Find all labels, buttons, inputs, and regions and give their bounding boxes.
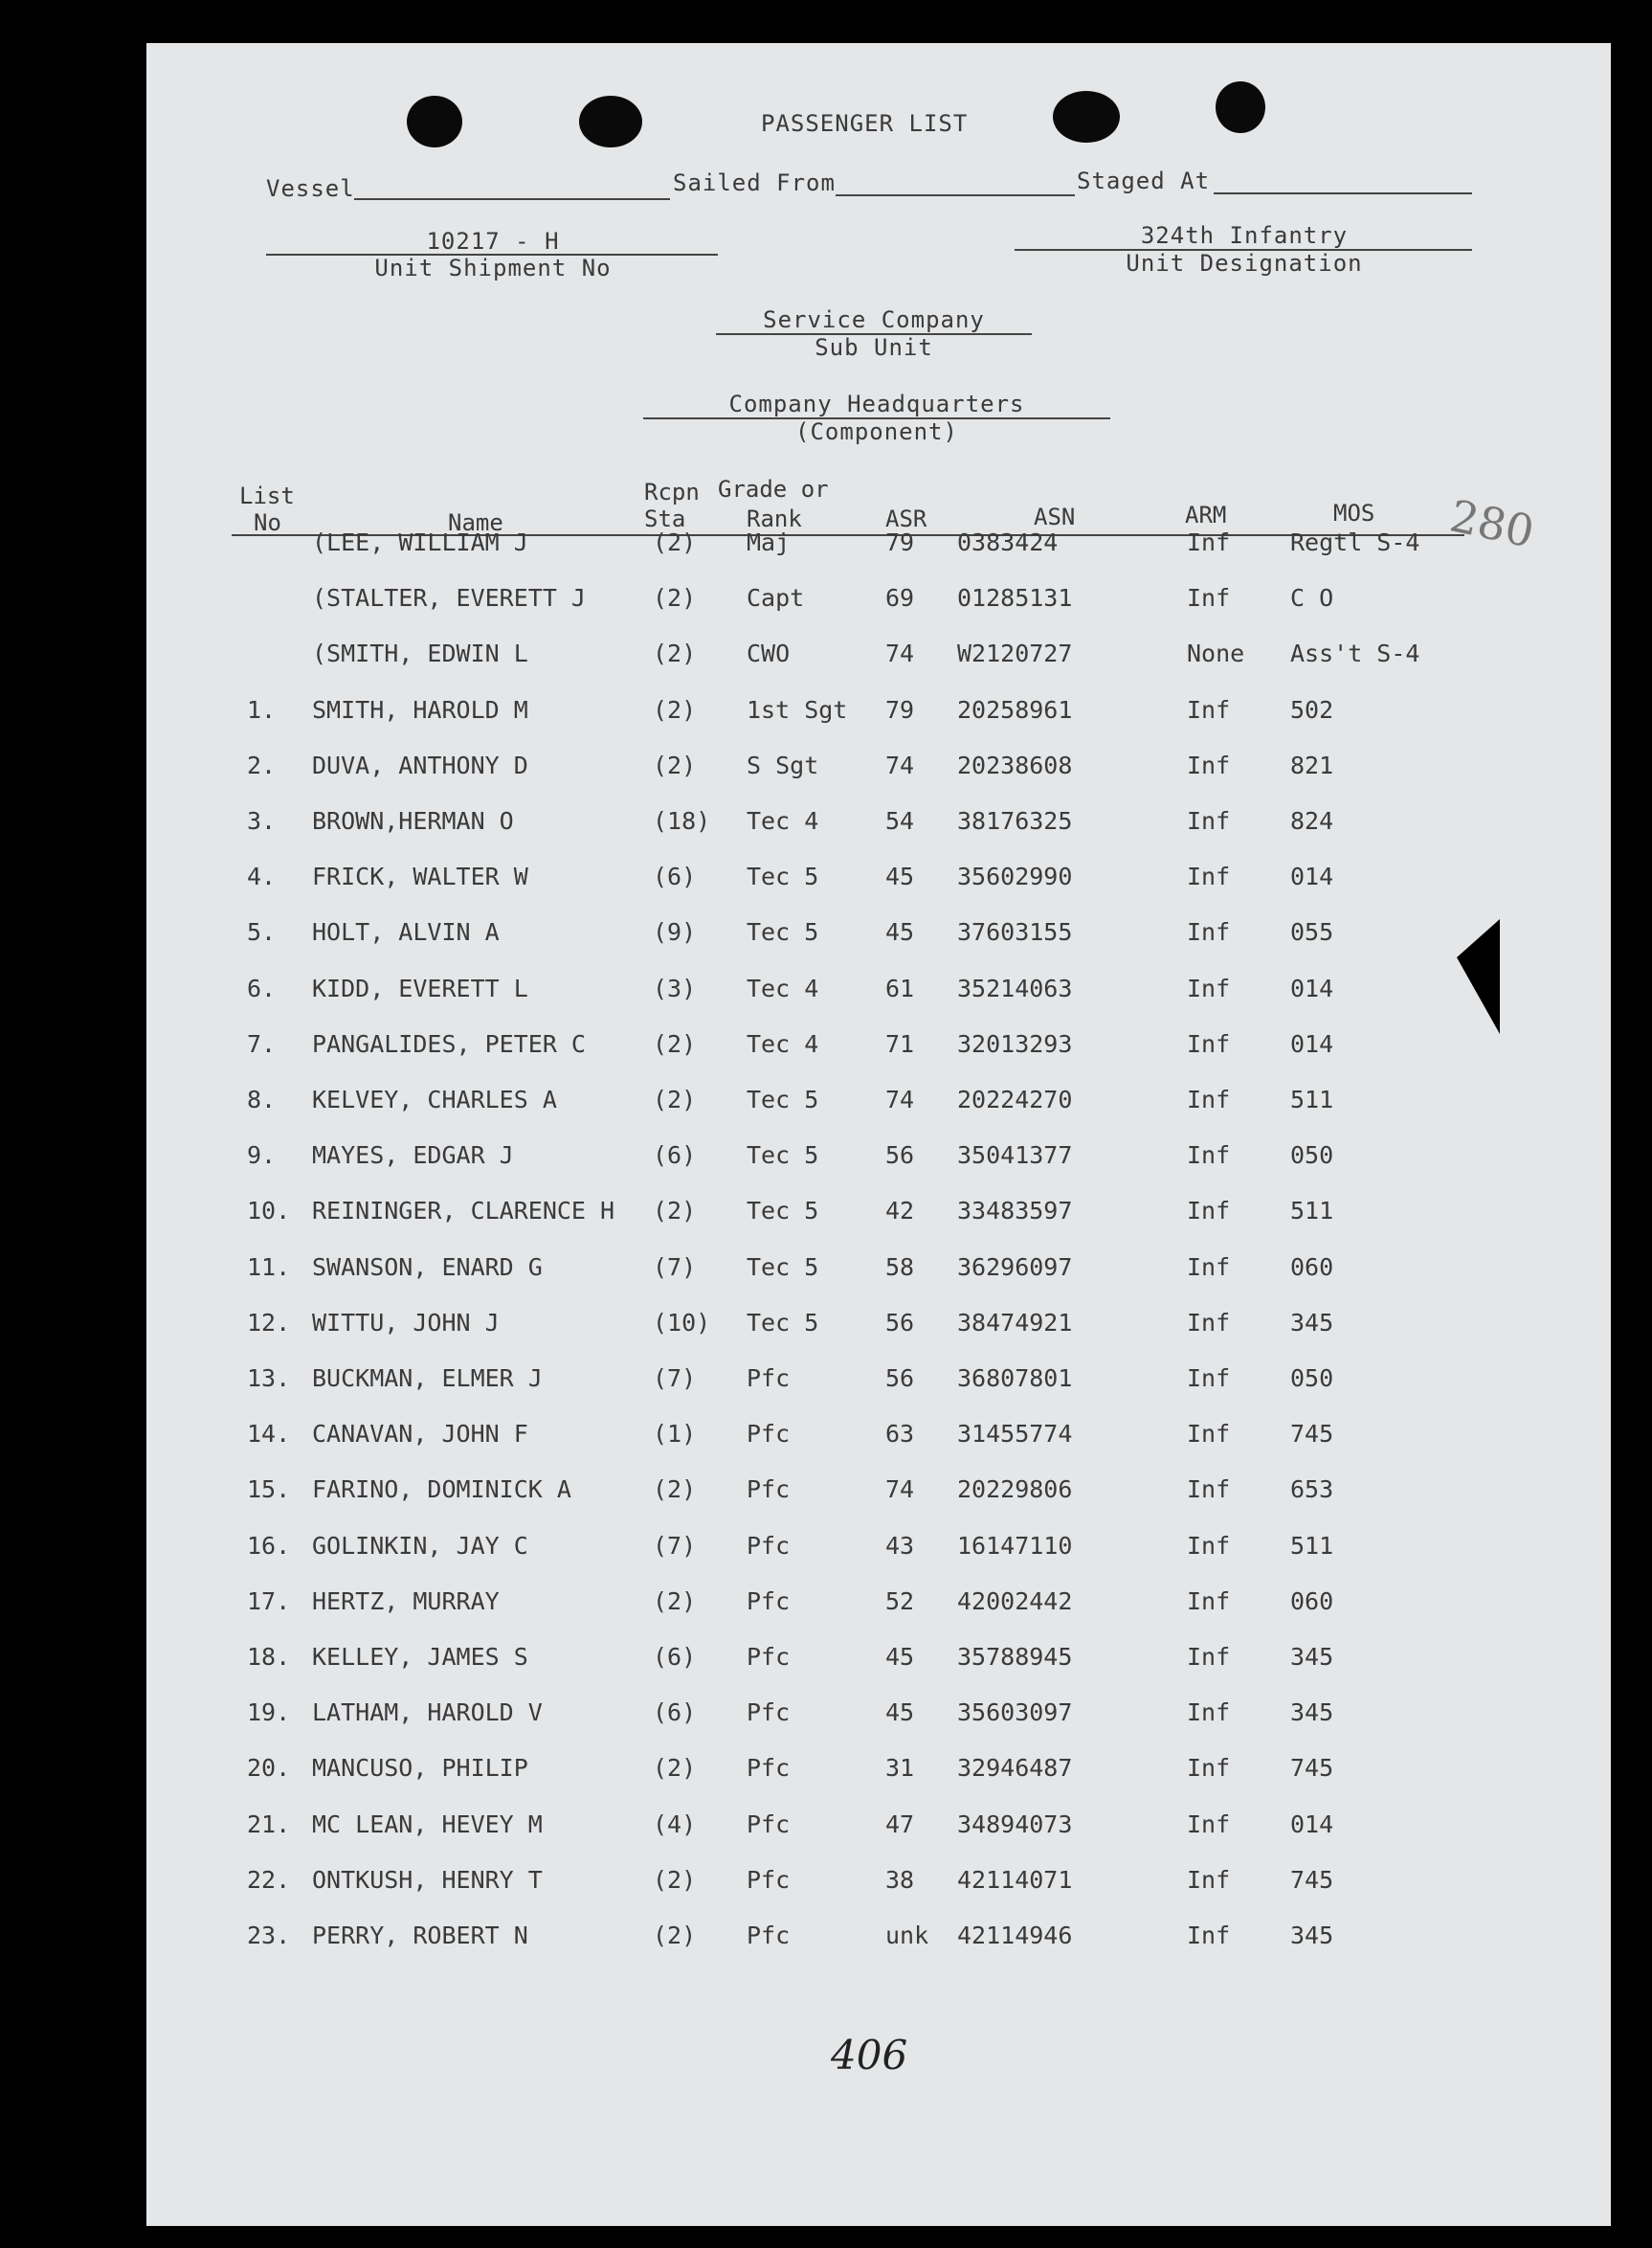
- grade-rank: Pfc: [747, 1532, 791, 1560]
- asr-score: 56: [885, 1141, 915, 1169]
- rcpn-sta: (1): [653, 1420, 697, 1448]
- table-row: [0, 975, 1652, 1013]
- grade-rank: Tec 5: [747, 863, 819, 890]
- mos-code: 014: [1290, 1810, 1334, 1838]
- page-number: 406: [831, 2032, 908, 2079]
- asn-number: 20238608: [957, 752, 1073, 779]
- list-no: 2.: [247, 752, 277, 779]
- list-no: 20.: [247, 1754, 291, 1782]
- asn-number: 32013293: [957, 1030, 1073, 1058]
- col-name: Name: [448, 509, 503, 536]
- asn-number: 35041377: [957, 1141, 1073, 1169]
- list-no: 18.: [247, 1643, 291, 1671]
- table-row: [0, 1309, 1652, 1347]
- arm-branch: Inf: [1187, 863, 1231, 890]
- mos-code: 345: [1290, 1922, 1334, 1949]
- list-no: 4.: [247, 863, 277, 890]
- passenger-name: FARINO, DOMINICK A: [312, 1475, 571, 1503]
- arm-branch: Inf: [1187, 584, 1231, 612]
- passenger-name: FRICK, WALTER W: [312, 863, 528, 890]
- list-no: 9.: [247, 1141, 277, 1169]
- grade-rank: S Sgt: [747, 752, 819, 779]
- rcpn-sta: (2): [653, 584, 697, 612]
- list-no: 5.: [247, 918, 277, 946]
- grade-rank: Tec 4: [747, 807, 819, 835]
- table-row: [0, 696, 1652, 734]
- asn-number: W2120727: [957, 640, 1073, 667]
- table-row: [0, 1197, 1652, 1235]
- vessel-label: Vessel: [266, 175, 355, 202]
- component-value: Company Headquarters: [728, 391, 1025, 417]
- mos-code: 745: [1290, 1866, 1334, 1894]
- col-rank: Rank: [747, 506, 802, 532]
- passenger-name: CANAVAN, JOHN F: [312, 1420, 528, 1448]
- asr-score: 56: [885, 1309, 915, 1337]
- mos-code: 502: [1290, 696, 1334, 724]
- table-row: [0, 1253, 1652, 1292]
- arm-branch: Inf: [1187, 1532, 1231, 1560]
- table-row: [0, 1754, 1652, 1792]
- asr-score: 43: [885, 1532, 915, 1560]
- mos-code: 511: [1290, 1197, 1334, 1225]
- mos-code: 060: [1290, 1587, 1334, 1615]
- asn-number: 34894073: [957, 1810, 1073, 1838]
- asn-number: 16147110: [957, 1532, 1073, 1560]
- table-row: [0, 528, 1652, 567]
- list-no: 6.: [247, 975, 277, 1002]
- grade-rank: CWO: [747, 640, 791, 667]
- arm-branch: Inf: [1187, 1810, 1231, 1838]
- grade-rank: Pfc: [747, 1364, 791, 1392]
- grade-rank: Pfc: [747, 1643, 791, 1671]
- asn-number: 37603155: [957, 918, 1073, 946]
- passenger-name: PANGALIDES, PETER C: [312, 1030, 586, 1058]
- list-no: 3.: [247, 807, 277, 835]
- passenger-name: BUCKMAN, ELMER J: [312, 1364, 543, 1392]
- list-no: 19.: [247, 1698, 291, 1726]
- unit-shipment-value: 10217 - H: [426, 228, 560, 255]
- rcpn-sta: (2): [653, 1754, 697, 1782]
- table-row: [0, 1810, 1652, 1849]
- rcpn-sta: (6): [653, 1698, 697, 1726]
- passenger-name: KELVEY, CHARLES A: [312, 1086, 557, 1113]
- sailed-from-label: Sailed From: [673, 169, 836, 196]
- grade-rank: Pfc: [747, 1754, 791, 1782]
- asn-number: 35788945: [957, 1643, 1073, 1671]
- arm-branch: Inf: [1187, 1309, 1231, 1337]
- punch-hole: [1216, 81, 1265, 133]
- mos-code: 060: [1290, 1253, 1334, 1281]
- asr-score: 47: [885, 1810, 915, 1838]
- mos-code: 345: [1290, 1698, 1334, 1726]
- sub-unit-value: Service Company: [763, 306, 985, 333]
- arm-branch: Inf: [1187, 1420, 1231, 1448]
- col-sta: Sta: [644, 506, 686, 532]
- list-no: 15.: [247, 1475, 291, 1503]
- table-row: [0, 640, 1652, 678]
- col-mos: MOS: [1333, 500, 1375, 527]
- passenger-name: SWANSON, ENARD G: [312, 1253, 543, 1281]
- asr-score: 63: [885, 1420, 915, 1448]
- rcpn-sta: (7): [653, 1253, 697, 1281]
- table-row: [0, 918, 1652, 956]
- table-row: [0, 1030, 1652, 1068]
- rcpn-sta: (6): [653, 1141, 697, 1169]
- table-row: [0, 863, 1652, 901]
- rcpn-sta: (2): [653, 528, 697, 556]
- table-row: [0, 1364, 1652, 1403]
- rcpn-sta: (3): [653, 975, 697, 1002]
- unit-designation-value: 324th Infantry: [1140, 222, 1349, 249]
- table-row: [0, 807, 1652, 845]
- sub-unit-label: Sub Unit: [815, 334, 933, 361]
- mos-code: 511: [1290, 1086, 1334, 1113]
- asr-score: 74: [885, 752, 915, 779]
- passenger-name: KELLEY, JAMES S: [312, 1643, 528, 1671]
- mos-code: 745: [1290, 1754, 1334, 1782]
- rcpn-sta: (2): [653, 1922, 697, 1949]
- grade-rank: Tec 4: [747, 1030, 819, 1058]
- arm-branch: Inf: [1187, 1643, 1231, 1671]
- mos-code: 014: [1290, 863, 1334, 890]
- arm-branch: Inf: [1187, 1141, 1231, 1169]
- grade-rank: Tec 5: [747, 1141, 819, 1169]
- punch-hole: [1053, 91, 1120, 143]
- passenger-name: ONTKUSH, HENRY T: [312, 1866, 543, 1894]
- rcpn-sta: (2): [653, 1866, 697, 1894]
- passenger-name: DUVA, ANTHONY D: [312, 752, 528, 779]
- rcpn-sta: (2): [653, 1475, 697, 1503]
- rcpn-sta: (2): [653, 696, 697, 724]
- table-row: [0, 1141, 1652, 1180]
- list-no: 16.: [247, 1532, 291, 1560]
- arm-branch: Inf: [1187, 1364, 1231, 1392]
- margin-number: 280: [1445, 489, 1539, 558]
- unit-shipment-label: Unit Shipment No: [374, 255, 612, 281]
- table-row: [0, 1475, 1652, 1514]
- asn-number: 38474921: [957, 1309, 1073, 1337]
- list-no: 10.: [247, 1197, 291, 1225]
- passenger-name: MANCUSO, PHILIP: [312, 1754, 528, 1782]
- grade-rank: Tec 5: [747, 1253, 819, 1281]
- asr-score: 58: [885, 1253, 915, 1281]
- arm-branch: Inf: [1187, 752, 1231, 779]
- passenger-name: SMITH, HAROLD M: [312, 696, 528, 724]
- table-row: [0, 1866, 1652, 1904]
- rcpn-sta: (2): [653, 1587, 697, 1615]
- grade-rank: Pfc: [747, 1922, 791, 1949]
- mos-code: 824: [1290, 807, 1334, 835]
- table-row: [0, 1086, 1652, 1124]
- passenger-name: BROWN,HERMAN O: [312, 807, 514, 835]
- passenger-name: GOLINKIN, JAY C: [312, 1532, 528, 1560]
- asn-number: 42114946: [957, 1922, 1073, 1949]
- staged-at-label: Staged At: [1077, 168, 1211, 194]
- table-row: [0, 1420, 1652, 1458]
- mos-code: Ass't S-4: [1290, 640, 1420, 667]
- asn-number: 42114071: [957, 1866, 1073, 1894]
- list-no: 12.: [247, 1309, 291, 1337]
- document-title: PASSENGER LIST: [761, 110, 969, 137]
- arm-branch: Inf: [1187, 1253, 1231, 1281]
- table-row: [0, 1532, 1652, 1570]
- passenger-name: PERRY, ROBERT N: [312, 1922, 528, 1949]
- rcpn-sta: (2): [653, 1030, 697, 1058]
- asr-score: 54: [885, 807, 915, 835]
- asr-score: 71: [885, 1030, 915, 1058]
- grade-rank: Tec 5: [747, 1086, 819, 1113]
- arm-branch: Inf: [1187, 1754, 1231, 1782]
- grade-rank: Capt: [747, 584, 805, 612]
- mos-code: 821: [1290, 752, 1334, 779]
- arm-branch: None: [1187, 640, 1245, 667]
- grade-rank: Pfc: [747, 1866, 791, 1894]
- col-arm: ARM: [1185, 502, 1227, 528]
- arm-branch: Inf: [1187, 918, 1231, 946]
- grade-rank: Tec 5: [747, 918, 819, 946]
- punch-hole: [407, 96, 462, 147]
- passenger-name: LATHAM, HAROLD V: [312, 1698, 543, 1726]
- rcpn-sta: (7): [653, 1532, 697, 1560]
- mos-code: 345: [1290, 1643, 1334, 1671]
- arm-branch: Inf: [1187, 1698, 1231, 1726]
- passenger-name: MC LEAN, HEVEY M: [312, 1810, 543, 1838]
- list-no: 7.: [247, 1030, 277, 1058]
- rcpn-sta: (7): [653, 1364, 697, 1392]
- mos-code: 345: [1290, 1309, 1334, 1337]
- list-no: 8.: [247, 1086, 277, 1113]
- asn-number: 0383424: [957, 528, 1059, 556]
- asr-score: 56: [885, 1364, 915, 1392]
- table-row: [0, 584, 1652, 622]
- col-no: No: [254, 509, 281, 536]
- grade-rank: Tec 5: [747, 1197, 819, 1225]
- asn-number: 20229806: [957, 1475, 1073, 1503]
- asr-score: 45: [885, 1698, 915, 1726]
- asr-score: 74: [885, 1475, 915, 1503]
- list-no: 1.: [247, 696, 277, 724]
- passenger-name: REININGER, CLARENCE H: [312, 1197, 615, 1225]
- mos-code: 014: [1290, 975, 1334, 1002]
- list-no: 17.: [247, 1587, 291, 1615]
- asr-score: 45: [885, 863, 915, 890]
- arm-branch: Inf: [1187, 807, 1231, 835]
- rcpn-sta: (6): [653, 1643, 697, 1671]
- col-rcpn: Rcpn: [644, 479, 700, 506]
- passenger-name: HOLT, ALVIN A: [312, 918, 500, 946]
- mos-code: 745: [1290, 1420, 1334, 1448]
- rcpn-sta: (9): [653, 918, 697, 946]
- asn-number: 36807801: [957, 1364, 1073, 1392]
- asr-score: 79: [885, 696, 915, 724]
- asr-score: 79: [885, 528, 915, 556]
- mos-code: 511: [1290, 1532, 1334, 1560]
- list-no: 13.: [247, 1364, 291, 1392]
- list-no: 11.: [247, 1253, 291, 1281]
- arm-branch: Inf: [1187, 1587, 1231, 1615]
- grade-rank: Pfc: [747, 1587, 791, 1615]
- asr-score: 42: [885, 1197, 915, 1225]
- asr-score: 74: [885, 640, 915, 667]
- table-row: [0, 1698, 1652, 1737]
- asn-number: 42002442: [957, 1587, 1073, 1615]
- staged-at-line: [1214, 192, 1472, 194]
- component-label: (Component): [795, 418, 958, 445]
- mos-code: Regtl S-4: [1290, 528, 1420, 556]
- col-asr: ASR: [885, 506, 927, 532]
- arm-branch: Inf: [1187, 1197, 1231, 1225]
- asn-number: 20224270: [957, 1086, 1073, 1113]
- table-row: [0, 1587, 1652, 1626]
- rcpn-sta: (18): [653, 807, 711, 835]
- mos-code: 050: [1290, 1141, 1334, 1169]
- rcpn-sta: (2): [653, 752, 697, 779]
- asn-number: 31455774: [957, 1420, 1073, 1448]
- rcpn-sta: (2): [653, 1197, 697, 1225]
- grade-rank: Tec 4: [747, 975, 819, 1002]
- passenger-name: HERTZ, MURRAY: [312, 1587, 500, 1615]
- asr-score: 52: [885, 1587, 915, 1615]
- punch-hole: [579, 96, 642, 147]
- arm-branch: Inf: [1187, 1866, 1231, 1894]
- grade-rank: Pfc: [747, 1475, 791, 1503]
- grade-rank: 1st Sgt: [747, 696, 848, 724]
- asn-number: 35602990: [957, 863, 1073, 890]
- vessel-line: [354, 198, 670, 200]
- unit-designation-label: Unit Designation: [1126, 250, 1363, 277]
- asn-number: 35603097: [957, 1698, 1073, 1726]
- passenger-name: (STALTER, EVERETT J: [312, 584, 586, 612]
- passenger-name: (LEE, WILLIAM J: [312, 528, 528, 556]
- asr-score: 31: [885, 1754, 915, 1782]
- arm-branch: Inf: [1187, 1475, 1231, 1503]
- arm-branch: Inf: [1187, 1086, 1231, 1113]
- passenger-name: KIDD, EVERETT L: [312, 975, 528, 1002]
- rcpn-sta: (4): [653, 1810, 697, 1838]
- asr-score: unk: [885, 1922, 929, 1949]
- asr-score: 74: [885, 1086, 915, 1113]
- asr-score: 69: [885, 584, 915, 612]
- mos-code: C O: [1290, 584, 1334, 612]
- rcpn-sta: (2): [653, 640, 697, 667]
- asr-score: 45: [885, 1643, 915, 1671]
- grade-rank: Tec 5: [747, 1309, 819, 1337]
- col-asn: ASN: [1034, 504, 1076, 530]
- list-no: 14.: [247, 1420, 291, 1448]
- asn-number: 38176325: [957, 807, 1073, 835]
- list-no: 22.: [247, 1866, 291, 1894]
- asr-score: 45: [885, 918, 915, 946]
- asn-number: 36296097: [957, 1253, 1073, 1281]
- passenger-name: WITTU, JOHN J: [312, 1309, 500, 1337]
- list-no: 21.: [247, 1810, 291, 1838]
- grade-rank: Pfc: [747, 1420, 791, 1448]
- sailed-from-line: [836, 194, 1075, 196]
- col-grade: Grade or: [718, 476, 829, 503]
- asn-number: 32946487: [957, 1754, 1073, 1782]
- list-no: 23.: [247, 1922, 291, 1949]
- arm-branch: Inf: [1187, 1922, 1231, 1949]
- mos-code: 014: [1290, 1030, 1334, 1058]
- table-row: [0, 1643, 1652, 1681]
- passenger-name: (SMITH, EDWIN L: [312, 640, 528, 667]
- mos-code: 050: [1290, 1364, 1334, 1392]
- grade-rank: Pfc: [747, 1810, 791, 1838]
- rcpn-sta: (6): [653, 863, 697, 890]
- asr-score: 38: [885, 1866, 915, 1894]
- asr-score: 61: [885, 975, 915, 1002]
- arm-branch: Inf: [1187, 696, 1231, 724]
- mos-code: 055: [1290, 918, 1334, 946]
- rcpn-sta: (2): [653, 1086, 697, 1113]
- grade-rank: Pfc: [747, 1698, 791, 1726]
- table-row: [0, 1922, 1652, 1960]
- arm-branch: Inf: [1187, 528, 1231, 556]
- grade-rank: Maj: [747, 528, 791, 556]
- arm-branch: Inf: [1187, 975, 1231, 1002]
- asn-number: 01285131: [957, 584, 1073, 612]
- passenger-name: MAYES, EDGAR J: [312, 1141, 514, 1169]
- col-list: List: [239, 483, 295, 509]
- table-row: [0, 752, 1652, 790]
- asn-number: 33483597: [957, 1197, 1073, 1225]
- arm-branch: Inf: [1187, 1030, 1231, 1058]
- asn-number: 35214063: [957, 975, 1073, 1002]
- mos-code: 653: [1290, 1475, 1334, 1503]
- rcpn-sta: (10): [653, 1309, 711, 1337]
- asn-number: 20258961: [957, 696, 1073, 724]
